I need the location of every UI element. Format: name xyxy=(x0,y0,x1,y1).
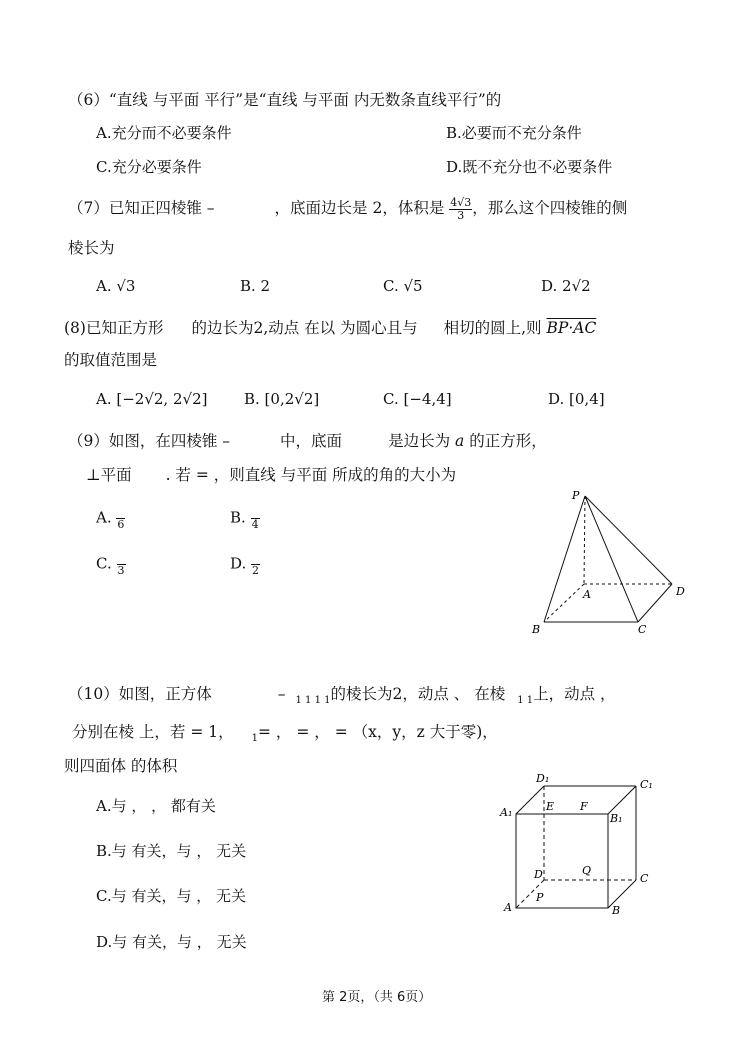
q6-option-a: A.充分而不必要条件 xyxy=(96,124,232,142)
q9-option-d-label: D. xyxy=(230,554,247,573)
q7-option-a: A. √3 xyxy=(96,277,136,295)
q9-stem-line2-a: ⊥平面 xyxy=(86,466,132,484)
q8-option-b: B. [0,2√2] xyxy=(244,390,320,408)
page-footer: 第 2页，（共 6页） xyxy=(322,990,432,1005)
q7-stem xyxy=(68,196,627,222)
q7-stem-b: ，底面边长是 2，体积是 xyxy=(274,199,445,217)
q8-dot-expression: BP·AC xyxy=(546,319,597,337)
label-d: D xyxy=(534,868,543,881)
label-a1: A₁ xyxy=(500,806,513,819)
q6-option-d: D.既不充分也不必要条件 xyxy=(446,158,613,176)
q7-volume-fraction xyxy=(449,197,472,222)
edge-pb xyxy=(544,496,585,622)
q8-option-d: D. [0,4] xyxy=(548,390,605,408)
q6-option-c: C.充分必要条件 xyxy=(96,158,202,176)
q9-option-a xyxy=(96,506,125,531)
label-a: A xyxy=(504,901,512,914)
label-d1: D₁ xyxy=(536,772,550,785)
q9-stem-b: 中，底面 xyxy=(280,432,343,450)
edge-pc xyxy=(585,496,638,622)
q7-volume-den: 3 xyxy=(457,208,465,222)
label-b1: B₁ xyxy=(610,812,623,825)
label-c1: C₁ xyxy=(640,778,653,791)
label-c: C xyxy=(640,872,649,885)
label-q: Q xyxy=(582,864,592,877)
q7-stem-c: ，那么这个四棱锥的侧 xyxy=(472,199,628,217)
q9-option-c xyxy=(96,552,126,577)
q7-stem-line2: 棱长为 xyxy=(68,239,115,257)
q10-option-b: B.与 有关，与 ， 无关 xyxy=(96,842,247,860)
q9-option-c-fraction xyxy=(117,552,126,577)
q6-stem: （6）“直线 与平面 平行”是“直线 与平面 内无数条直线平行”的 xyxy=(68,91,502,109)
q8-stem-line2: 的取值范围是 xyxy=(64,351,158,369)
q7-option-b: B. 2 xyxy=(240,277,271,295)
q9-option-a-fraction xyxy=(116,506,125,531)
edge-c1-b1 xyxy=(608,786,636,814)
q7-volume-num: 4√3 xyxy=(450,195,472,209)
label-b: B xyxy=(532,623,541,636)
q9-option-d-den: 2 xyxy=(252,564,260,577)
q9-option-d xyxy=(230,552,260,577)
edge-a1-d1 xyxy=(516,786,544,814)
q10-stem xyxy=(68,682,616,706)
label-d: D xyxy=(676,585,685,598)
q10-stem-c-sub: 1 1 xyxy=(517,695,534,706)
label-c: C xyxy=(638,623,647,636)
q8-stem xyxy=(64,316,596,338)
q10-stem-d: 上，动点 ， xyxy=(533,685,616,703)
q6-option-b: B.必要而不充分条件 xyxy=(446,124,582,142)
q10-option-d: D.与 有关，与 ， 无关 xyxy=(96,933,247,951)
q7-stem-a: （7）已知正四棱锥 – xyxy=(68,199,215,217)
q9-stem-c: 是边长为 xyxy=(388,432,451,450)
q9-stem-d: 的正方形， xyxy=(469,432,547,450)
q9-stem-line2-b: . 若 = ，则直线 与平面 所成的角的大小为 xyxy=(165,466,457,484)
q9-option-b xyxy=(230,506,260,531)
q10-stem-subs: 1 1 1 1 xyxy=(295,695,331,706)
q9-option-b-fraction xyxy=(251,506,260,531)
edge-pd xyxy=(585,496,672,584)
label-e: E xyxy=(546,800,555,813)
q9-option-b-den: 4 xyxy=(251,518,259,531)
q9-stem xyxy=(68,429,547,451)
label-p: P xyxy=(572,489,580,502)
q9-stem-line2 xyxy=(86,463,456,485)
q9-option-d-fraction xyxy=(251,552,260,577)
label-f: F xyxy=(580,800,588,813)
q9-option-c-label: C. xyxy=(96,554,112,573)
label-p: P xyxy=(536,891,544,904)
q9-option-a-label: A. xyxy=(96,508,112,527)
q10-line2-a: 分别在棱 上，若 = 1， xyxy=(72,723,234,741)
q9-pyramid-figure xyxy=(520,486,700,646)
q8-stem-c: 相切的圆上,则 xyxy=(443,319,542,337)
q10-stem-c: 的棱长为2，动点 、 在棱 xyxy=(330,685,506,703)
q10-line2-sub: 1 xyxy=(251,733,259,744)
q8-stem-a: (8)已知正方形 xyxy=(64,319,164,337)
q10-stem-b: – xyxy=(277,685,286,703)
q10-option-a: A.与 ， ， 都有关 xyxy=(96,797,216,815)
label-a: A xyxy=(583,588,591,601)
q10-line3: 则四面体 的体积 xyxy=(64,757,178,775)
cube-front-face xyxy=(516,814,608,908)
q7-option-c: C. √5 xyxy=(383,277,423,295)
q8-option-c: C. [−4,4] xyxy=(383,390,452,408)
q7-option-d: D. 2√2 xyxy=(541,277,591,295)
edge-cd xyxy=(638,584,672,622)
q9-option-a-den: 6 xyxy=(117,518,125,531)
q10-stem-a: （10）如图，正方体 xyxy=(68,685,212,703)
q8-stem-b: 的边长为2,动点 在以 为圆心且与 xyxy=(191,319,418,337)
q8-option-a: A. [−2√2, 2√2] xyxy=(96,390,208,408)
edge-pa xyxy=(584,496,585,584)
q10-cube-figure xyxy=(496,768,666,924)
q9-option-b-label: B. xyxy=(230,508,246,527)
q10-line2 xyxy=(72,720,498,744)
q9-stem-a: （9）如图，在四棱锥 – xyxy=(68,432,231,450)
label-b: B xyxy=(612,904,621,917)
q10-option-c: C.与 有关，与 ， 无关 xyxy=(96,887,247,905)
q10-line2-b: = ， = ， = （x，y，z 大于零)， xyxy=(258,723,498,741)
q9-option-c-den: 3 xyxy=(117,564,125,577)
q9-side-var: a xyxy=(455,432,465,450)
